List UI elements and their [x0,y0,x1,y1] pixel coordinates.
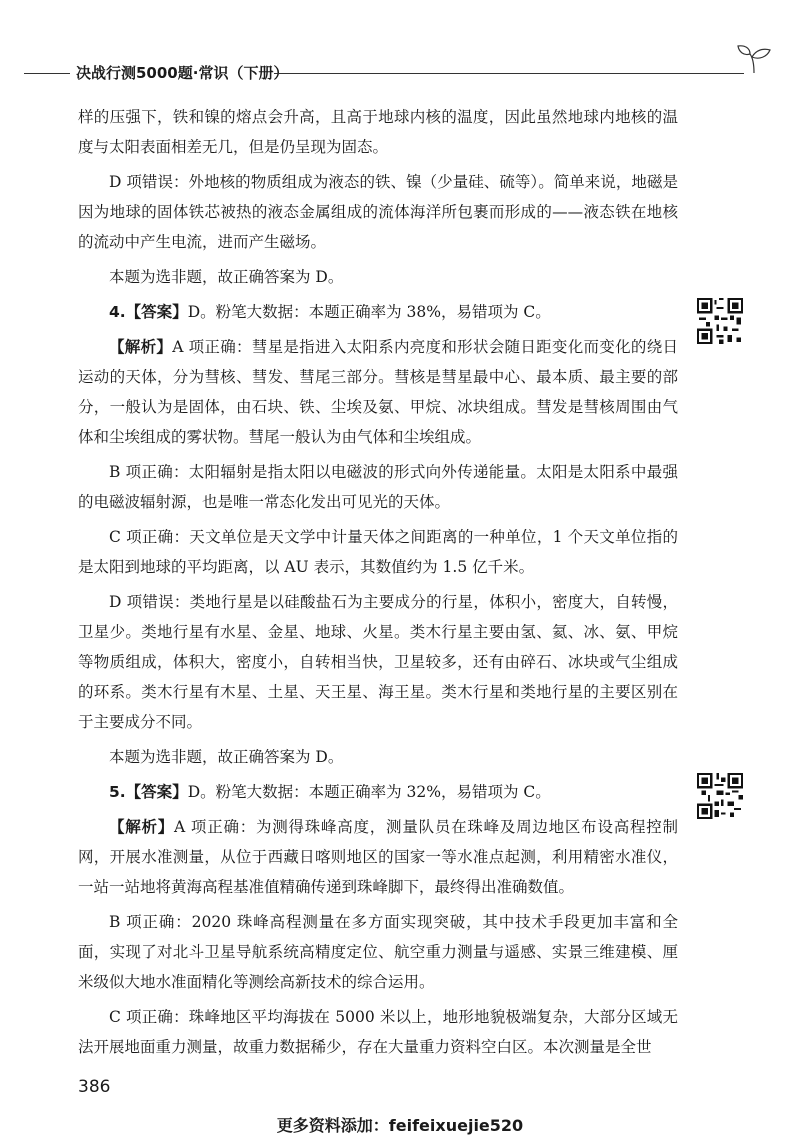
paragraph-text: C 项正确：天文单位是天文学中计量天体之间距离的一种单位，1 个天文单位指的是太阳到地球的平均距离，以 AU 表示，其数值约为 1.5 亿千米。 [78,528,678,576]
paragraph [78,522,678,582]
paragraph [78,812,678,902]
paragraph-text: D。粉笔大数据：本题正确率为 32%，易错项为 C。 [187,783,551,801]
paragraph-heading: 5.【答案】 [109,783,188,801]
paragraph-text: B 项正确：2020 珠峰高程测量在多方面实现突破，其中技术手段更加丰富和全面，实现了对北斗卫星导航系统高精度定位、航空重力测量与遥感、实景三维建模、厘米级似大地水准面精化等测绘高新技术的综合运用。 [78,913,678,991]
paragraph [78,1002,678,1062]
paragraph [78,102,678,162]
paragraph [78,587,678,737]
footer-note: 更多资料添加：feifeixuejie520 [276,1116,524,1135]
paragraph [78,742,678,772]
paragraph-text: 本题为选非题，故正确答案为 D。 [109,268,344,286]
qr-code-icon [697,773,743,819]
paragraph-text: A 项正确：彗星是指进入太阳系内亮度和形状会随日距变化而变化的绕日运动的天体，分为彗核、彗发、彗尾三部分。彗核是彗星最中心、最本质、最主要的部分，一般认为是固体，由石块、铁、尘埃及氨、甲烷、冰块组成。彗发是彗核周围由气体和尘埃组成的雾状物。彗尾一般认为由气体和尘埃组成。 [78,338,678,446]
paragraph-heading: 【解析】 [109,818,175,836]
header-rule-right [274,73,744,74]
paragraph [78,457,678,517]
paragraph-text: B 项正确：太阳辐射是指太阳以电磁波的形式向外传递能量。太阳是太阳系中最强的电磁波辐射源，也是唯一常态化发出可见光的天体。 [78,463,678,511]
paragraph [78,262,678,292]
paragraph-text: A 项正确：为测得珠峰高度，测量队员在珠峰及周边地区布设高程控制网，开展水准测量，从位于西藏日喀则地区的国家一等水准点起测，利用精密水准仪，一站一站地将黄海高程基准值精确传递到珠峰脚下，最终得出准确数值。 [78,818,678,896]
book-title: 决战行测5000题·常识（下册） [76,64,289,82]
paragraph-text: D。粉笔大数据：本题正确率为 38%，易错项为 C。 [187,303,551,321]
sprout-icon [736,44,772,74]
running-header [24,62,754,84]
header-rule-left [24,73,70,74]
paragraph-text: 本题为选非题，故正确答案为 D。 [109,748,344,766]
paragraph [78,907,678,997]
paragraph-text: D 项错误：类地行星是以硅酸盐石为主要成分的行星，体积小，密度大，自转慢，卫星少。类地行星有水星、金星、地球、火星。类木行星主要由氢、氦、冰、氨、甲烷等物质组成，体积大，密度小，自转相当快，卫星较多，还有由碎石、冰块或气尘组成的环系。类木行星有木星、土星、天王星、海王星。类木行星和类地行星的主要区别在于主要成分不同。 [78,593,678,731]
page-body [78,102,678,1067]
paragraph-text: C 项正确：珠峰地区平均海拔在 5000 米以上，地形地貌极端复杂，大部分区域无法开展地面重力测量，故重力数据稀少，存在大量重力资料空白区。本次测量是全世 [78,1008,678,1056]
paragraph-text: D 项错误：外地核的物质组成为液态的铁、镍（少量硅、硫等）。简单来说，地磁是因为地球的固体铁芯被热的液态金属组成的流体海洋所包裹而形成的——液态铁在地核的流动中产生电流，进而产生磁场。 [78,173,678,251]
paragraph [78,332,678,452]
paragraph-text: 样的压强下，铁和镍的熔点会升高，且高于地球内核的温度，因此虽然地球内地核的温度与太阳表面相差无几，但是仍呈现为固态。 [78,108,678,156]
paragraph [78,167,678,257]
paragraph-heading: 【解析】 [109,338,173,356]
paragraph [78,297,678,327]
paragraph-heading: 4.【答案】 [109,303,188,321]
qr-code-icon [697,298,743,344]
page-number: 386 [78,1077,111,1097]
paragraph [78,777,678,807]
